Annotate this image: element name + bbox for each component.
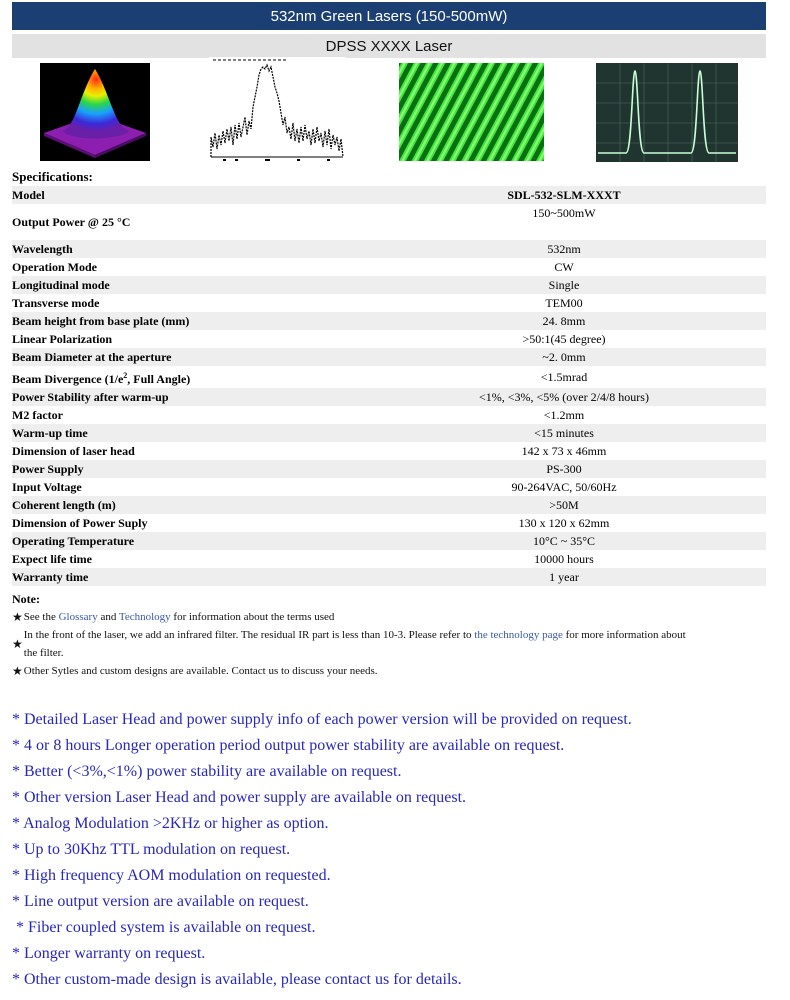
spec-value: Single [362, 276, 766, 294]
note-text [24, 626, 686, 662]
spec-key: Operation Mode [12, 260, 97, 274]
spec-value: ~2. 0mm [362, 348, 766, 366]
spec-key: Longitudinal mode [12, 276, 362, 294]
table-row [12, 348, 766, 366]
table-row [12, 496, 766, 514]
spec-value: SDL-532-SLM-XXXT [362, 186, 766, 204]
spectrum-plot-image [209, 57, 345, 163]
spec-key: Output Power @ 25 °C [12, 215, 131, 229]
note-text-part: the filter. [23, 647, 64, 659]
table-row [12, 460, 766, 478]
spec-value: 24. 8mm [362, 312, 766, 330]
spec-key: Input Voltage [12, 480, 82, 494]
page-title-bar [12, 2, 766, 30]
note-text-part: See the [23, 611, 59, 623]
star-icon: ★ [12, 637, 23, 651]
spec-key: Dimension of laser head [12, 444, 135, 458]
table-row [12, 424, 766, 442]
spec-value: <1%, <3%, <5% (over 2/4/8 hours) [362, 388, 766, 406]
spec-key-tail: , Full Angle) [127, 371, 191, 386]
note-text-part: for more information about [562, 629, 686, 641]
table-row [12, 258, 766, 276]
list-item: * Longer warranty on request. [12, 945, 206, 962]
spec-value: CW [554, 260, 574, 274]
note-item [12, 608, 334, 626]
table-row [12, 366, 766, 388]
note-item [12, 662, 378, 680]
note-text-part: In the front of the laser, we add an infrared filter. The residual IR part is less than 10-3. Please refer to [23, 629, 475, 641]
table-row [12, 312, 766, 330]
spec-key: Operating Temperature [12, 532, 362, 550]
table-row [12, 330, 766, 348]
spec-value: TEM00 [545, 296, 583, 310]
spec-value: 150~500mW [532, 206, 596, 220]
spec-key: M2 factor [12, 408, 63, 422]
list-item: * 4 or 8 hours Longer operation period output power stability are available on request. [12, 737, 565, 754]
spec-key: Coherent length (m) [12, 496, 362, 514]
spec-key: Power Supply [12, 460, 362, 478]
spec-key: Warm-up time [12, 424, 362, 442]
list-item: * Better (<3%,<1%) power stability are available on request. [12, 763, 402, 780]
note-text [24, 608, 335, 626]
spec-key: Power Stability after warm-up [12, 388, 362, 406]
table-row [12, 532, 766, 550]
spec-key-main: Beam Divergence (1/e [12, 371, 124, 386]
spec-key: Expect life time [12, 552, 92, 566]
spec-value: >50M [362, 496, 766, 514]
spec-key: Transverse mode [12, 296, 100, 310]
table-row [12, 240, 766, 258]
table-row [12, 514, 766, 532]
spec-value: <1.2mm [543, 408, 585, 422]
list-item: * High frequency AOM modulation on requested. [12, 867, 331, 884]
spec-value: 90-264VAC, 50/60Hz [511, 480, 617, 494]
spec-value: PS-300 [362, 460, 766, 478]
options-list [12, 707, 632, 993]
spec-key: Model [12, 186, 362, 204]
list-item: * Line output version are available on request. [12, 893, 309, 910]
list-item: * Up to 30Khz TTL modulation on request. [12, 841, 291, 858]
oscilloscope-trace-image [596, 63, 738, 162]
table-row [12, 550, 766, 568]
note-text-part: and [97, 611, 119, 623]
list-item: * Analog Modulation >2KHz or higher as option. [12, 815, 329, 832]
spec-value: 130 x 120 x 62mm [518, 516, 610, 530]
list-item: * Detailed Laser Head and power supply info of each power version will be provided on request. [12, 711, 632, 728]
list-item: * Other version Laser Head and power supply are available on request. [12, 789, 467, 806]
spec-value: 10°C ~ 35°C [362, 532, 766, 550]
table-row [12, 204, 766, 240]
star-icon: ★ [12, 664, 23, 678]
table-row [12, 186, 766, 204]
spec-key: Linear Polarization [12, 332, 113, 346]
technology-page-link[interactable]: the technology page [474, 629, 563, 641]
page-title: 532nm Green Lasers (150-500mW) [270, 7, 508, 25]
specifications-table [12, 186, 766, 586]
note-text: Other Sytles and custom designs are available. Contact us to discuss your needs. [23, 665, 378, 677]
spec-value: 532nm [362, 240, 766, 258]
list-item: * Other custom-made design is available, please contact us for details. [12, 971, 462, 988]
spec-value: 10000 hours [534, 552, 594, 566]
star-icon: ★ [12, 610, 23, 624]
note-heading: Note: [12, 592, 40, 606]
product-subtitle: DPSS XXXX Laser [325, 37, 453, 55]
beam-profile-3d-image [40, 63, 150, 161]
note-item [12, 626, 766, 662]
specifications-heading: Specifications: [12, 169, 93, 184]
table-row [12, 478, 766, 496]
spec-key [12, 366, 362, 388]
spec-key: Dimension of Power Suply [12, 516, 148, 530]
table-row [12, 406, 766, 424]
spec-value: 1 year [362, 568, 766, 586]
spec-value: 142 x 73 x 46mm [521, 444, 607, 458]
spec-key-superscript: 2 [123, 370, 128, 380]
table-row [12, 568, 766, 586]
list-item: * Fiber coupled system is available on request. [12, 919, 316, 936]
spec-key: Beam Diameter at the aperture [12, 348, 362, 366]
table-row [12, 276, 766, 294]
spec-value: <15 minutes [362, 424, 766, 442]
note-text-part: for information about the terms used [170, 611, 335, 623]
product-subtitle-bar [12, 34, 766, 58]
spec-value: >50:1(45 degree) [522, 332, 606, 346]
glossary-link[interactable]: Glossary [58, 611, 98, 623]
spec-key: Warranty time [12, 568, 362, 586]
interference-fringes-image [399, 63, 544, 161]
table-row [12, 442, 766, 460]
table-row [12, 388, 766, 406]
spec-value: <1.5mrad [540, 370, 588, 384]
spec-key: Wavelength [12, 240, 362, 258]
spec-key: Beam height from base plate (mm) [12, 312, 362, 330]
technology-link[interactable]: Technology [118, 611, 171, 623]
table-row [12, 294, 766, 312]
